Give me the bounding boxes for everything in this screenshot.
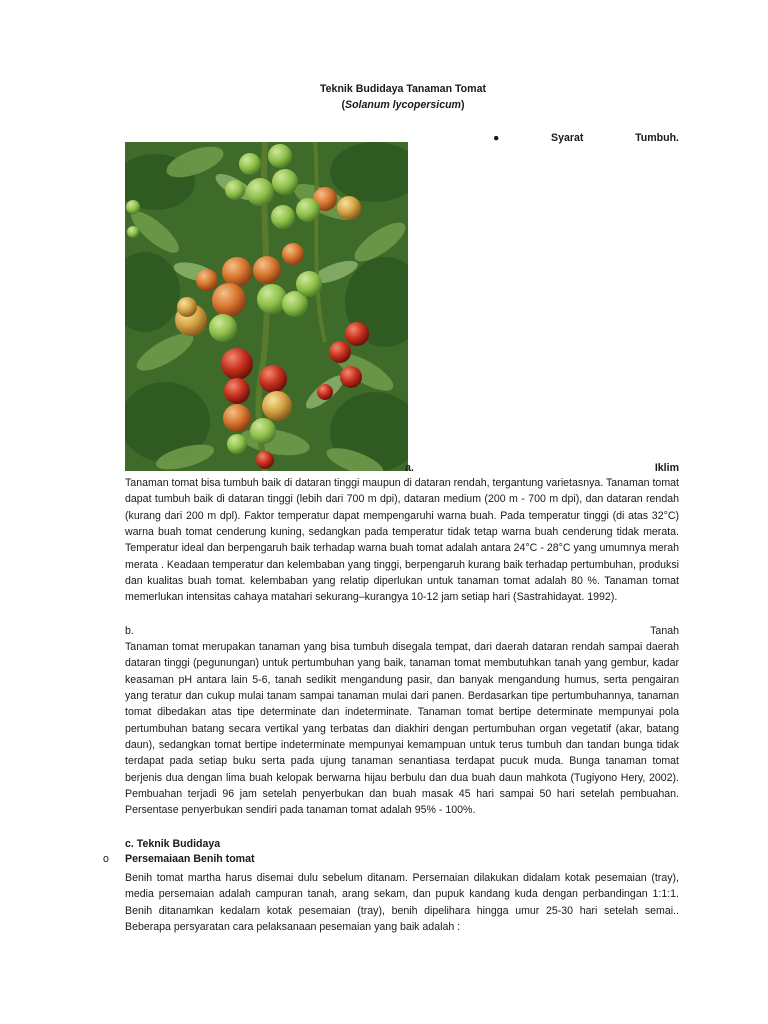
section-b-title: Tanah — [650, 625, 679, 637]
subsection-mark: o — [103, 853, 109, 865]
bullet-word-2: Tumbuh. — [635, 132, 679, 144]
section-a-heading — [405, 460, 679, 476]
bullet-word-1: Syarat — [551, 132, 584, 144]
bullet-mark: ● — [493, 132, 500, 144]
section-c-heading: c. Teknik Budidaya — [125, 838, 221, 850]
tomato-plant-photo — [125, 142, 408, 471]
section-b-heading — [125, 623, 679, 639]
subsection-title: Persemaiaan Benih tomat — [125, 853, 255, 865]
bullet-heading — [493, 130, 679, 146]
scientific-name: Solanum lycopersicum — [345, 99, 461, 111]
section-a-paragraph: Tanaman tomat bisa tumbuh baik di dataran tinggi maupun di dataran rendah, tergantung varietasnya. Tanaman tomat dapat tumbuh baik di dataran tinggi (lebih dari 700 m dpi), dataran medium (200 m - 700 m dpi), dan dataran rendah (kurang dari 200 m dpl). Faktor temperatur dapat mempengaruhi warna buah. Pada temperatur tinggi (di atas 32°C) warna buah tomat cenderung kuning, sedangkan pada temperatur tidak tetap warna buah cenderung tidak merata. Temperatur ideal dan berpengaruh baik terhadap warna buah tomat adalah antara 24°C - 28°C yang umumnya merah merata . Keadaan temperatur dan kelembaban yang tinggi, berpengaruh kurang baik terhadap pertumbuhan, produksi dan kualitas buah tomat. kelembaban yang relatip diperlukan untuk tanaman tomat adalah 80 %. Tanaman tomat memerlukan intensitas cahaya matahari sekurang–kurangya 10-12 jam setiap hari (Sastrahidayat. 1992). — [125, 477, 679, 604]
document-title: Teknik Budidaya Tanaman Tomat — [319, 83, 486, 95]
subsection-heading — [103, 851, 255, 867]
section-a-title: Iklim — [654, 462, 679, 474]
section-b-paragraph: Tanaman tomat merupakan tanaman yang bisa tumbuh disegala tempat, dari daerah dataran rendah sampai daerah dataran tinggi (pegunungan) untuk pertumbuhan yang baik, tanaman tomat membutuhkan tanah yang gembur, kadar keasaman pH antara lain 5-6, tanah sedikit mengandung pasir, dan banyak mengandung humus, serta pengairan yang teratur dan cukup mulai tanam sampai tanaman mulai dari panen. Berdasarkan tipe pertumbuhannya, tanaman tomat dibedakan atas tipe determinate dan indeterminate. Tanaman tomat bertipe determinate mempunyai pola pertumbuhan batang secara vertikal yang terbatas dan diakhiri dengan pertumbuhan organ vegetatif (akar, batang daun), sedangkan tomat bertipe indeterminate mempunyai kemampuan untuk terus tumbuh dan tandan bunga tidak terdapat pada setiap buku serta pada ujung tanaman senantiasa terdapat pucuk muda. Bunga tanaman tomat berjenis dua dengan lima buah kelopak berwarna hijau berbulu dan dua buah daun mahkota (Tugiyono Hery, 2002). Pembuahan terjadi 96 jam setelah penyerbukan dan buah masak 45 hari sampai 50 hari setelah pembuahan. Persentase penyerbukan sendiri pada tanaman tomat adalah 95% - 100%. — [125, 641, 679, 817]
section-a-mark: a. — [405, 462, 414, 474]
document-subtitle: (Solanum lycopersicum) — [341, 99, 465, 111]
subsection-paragraph: Benih tomat martha harus disemai dulu sebelum ditanam. Persemaian dilakukan didalam kotak pesemaian (tray), media persemaian adalah campuran tanah, arang sekam, dan pupuk kandang kuda dengan perbandingan 1:1:1. Benih ditanamkan kedalam kotak pesemaian (tray), benih dipelihara hingga umur 25-30 hari setelah semai.. Beberapa persyaratan cara pelaksanaan pesemaian yang baik adalah : — [125, 872, 679, 934]
section-b-mark: b. — [125, 625, 134, 637]
